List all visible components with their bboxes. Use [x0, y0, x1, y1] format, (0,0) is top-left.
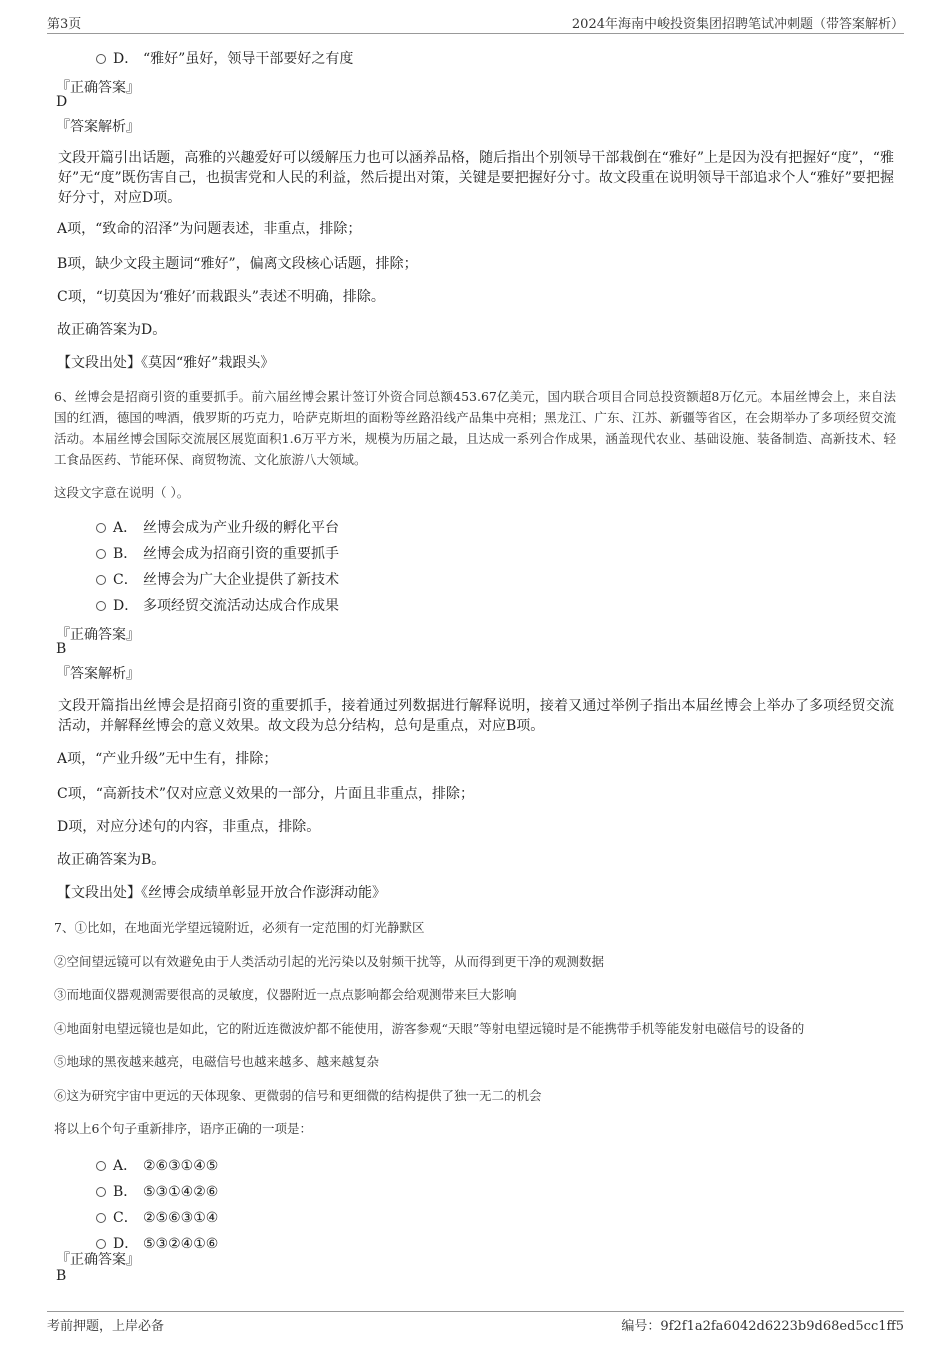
q7-answer: B: [56, 1268, 67, 1284]
q6-question: 这段文字意在说明（ ）。: [54, 485, 190, 500]
q7-option-b[interactable]: [96, 1181, 218, 1201]
q5-analysis: 文段开篇引出话题，高雅的兴趣爱好可以缓解压力也可以涵养品格，随后指出个别领导干部栽倒在“雅好”上是因为没有把握好“度”，“雅好”无“度”既伤害自己，也损害党和人民的利益，然后提出对策，关键是要把握好分寸。故文段重在说明领导干部追求个人“雅好”要把握好分寸，对应D项。: [58, 150, 894, 206]
q7-sentence-2: ②空间望远镜可以有效避免由于人类活动引起的光污染以及射频干扰等，从而得到更干净的观测数据: [54, 954, 605, 969]
option-text: “雅好”虽好，领导干部要好之有度: [143, 51, 354, 67]
option-text: ⑤③①④②⑥: [143, 1184, 219, 1200]
q6-stem: 6、丝博会是招商引资的重要抓手。前六届丝博会累计签订外资合同总额453.67亿美元，国内联合项目合同总投资额超8万亿元。本届丝博会上，来自法国的红酒，德国的啤酒，俄罗斯的巧克力，哈萨克斯坦的面粉等丝路沿线产品集中亮相；黑龙江、广东、江苏、新疆等省区，在会期举办了多项经贸交流活动。本届丝博会国际交流展区展览面积1.6万平方米，规模为历届之最，且达成一系列合作成果，涵盖现代农业、基础设施、装备制造、高新技术、轻工食品医药、节能环保、商贸物流、文化旅游八大领域。: [54, 389, 896, 467]
q6-answer: B: [56, 641, 67, 657]
q5-option-a-note: A项，“致命的沼泽”为问题表述，非重点，排除；: [57, 221, 362, 237]
q6-option-d-note: D项，对应分述句的内容，非重点，排除。: [57, 819, 321, 835]
page-header: [47, 13, 904, 33]
option-text: ⑤③②④①⑥: [143, 1236, 219, 1252]
q6-option-c[interactable]: [96, 569, 339, 589]
radio-icon[interactable]: [96, 523, 106, 533]
option-key: C．: [113, 572, 138, 588]
q7-sentence-4: ④地面射电望远镜也是如此，它的附近连微波炉都不能使用，游客参观“天眼”等射电望远镜时是不能携带手机等能发射电磁信号的设备的: [54, 1021, 805, 1036]
q7-sentence-1: 7、①比如，在地面光学望远镜附近，必须有一定范围的灯光静默区: [54, 920, 425, 935]
q6-analysis-label: 『答案解析』: [56, 666, 140, 682]
q6-conclusion: 故正确答案为B。: [57, 852, 166, 868]
radio-icon[interactable]: [96, 1239, 106, 1249]
q6-option-c-note: C项，“高新技术”仅对应意义效果的一部分，片面且非重点，排除；: [57, 786, 475, 802]
q6-option-b[interactable]: [96, 543, 339, 563]
q7-sentence-5: ⑤地球的黑夜越来越亮，电磁信号也越来越多、越来越复杂: [54, 1054, 380, 1069]
header-divider: [47, 33, 904, 34]
radio-icon[interactable]: [96, 1187, 106, 1197]
footer-slogan: 考前押题，上岸必备: [47, 1319, 165, 1334]
document-code: 编号：9f2f1a2fa6042d6223b9d68ed5cc1ff5: [621, 1319, 904, 1334]
q7-sentence-3: ③而地面仪器观测需要很高的灵敏度，仪器附近一点点影响都会给观测带来巨大影响: [54, 987, 517, 1002]
q5-option-c-note: C项，“切莫因为‘雅好’而栽跟头”表述不明确，排除。: [57, 289, 385, 305]
radio-icon[interactable]: [96, 1161, 106, 1171]
q6-option-a[interactable]: [96, 517, 339, 537]
option-text: 丝博会为广大企业提供了新技术: [143, 572, 339, 588]
page-number: 第3页: [47, 17, 82, 32]
q5-source: 【文段出处】《莫因“雅好”栽跟头》: [57, 355, 275, 371]
footer-divider: [47, 1311, 904, 1312]
q5-answer-label: 『正确答案』: [56, 80, 140, 96]
option-text: 丝博会成为产业升级的孵化平台: [143, 520, 339, 536]
q6-option-d[interactable]: [96, 595, 339, 615]
radio-icon[interactable]: [96, 601, 106, 611]
option-key: A．: [113, 1158, 138, 1174]
q7-question: 将以上6个句子重新排序，语序正确的一项是：: [54, 1121, 312, 1136]
option-text: ②⑥③①④⑤: [143, 1158, 219, 1174]
option-key: A．: [113, 520, 138, 536]
option-key: D．: [113, 598, 139, 614]
q7-answer-label: 『正确答案』: [56, 1252, 140, 1268]
q5-answer: D: [56, 94, 68, 110]
radio-icon[interactable]: [96, 54, 106, 64]
q5-option-b-note: B项，缺少文段主题词“雅好”，偏离文段核心话题，排除；: [57, 256, 418, 272]
document-title: 2024年海南中峻投资集团招聘笔试冲刺题（带答案解析）: [571, 17, 904, 32]
radio-icon[interactable]: [96, 549, 106, 559]
q5-analysis-label: 『答案解析』: [56, 119, 140, 135]
option-text: ②⑤⑥③①④: [143, 1210, 219, 1226]
q6-answer-label: 『正确答案』: [56, 627, 140, 643]
q6-source: 【文段出处】《丝博会成绩单彰显开放合作澎湃动能》: [57, 885, 386, 901]
q6-analysis: 文段开篇指出丝博会是招商引资的重要抓手，接着通过列数据进行解释说明，接着又通过举例子指出本届丝博会上举办了多项经贸交流活动，并解释丝博会的意义效果。故文段为总分结构，总句是重点，对应B项。: [58, 698, 894, 734]
option-key: C．: [113, 1210, 138, 1226]
option-key: B．: [113, 546, 138, 562]
radio-icon[interactable]: [96, 1213, 106, 1223]
option-text: 多项经贸交流活动达成合作成果: [143, 598, 339, 614]
radio-icon[interactable]: [96, 575, 106, 585]
q7-option-a[interactable]: [96, 1155, 218, 1175]
option-key: D．: [113, 1236, 139, 1252]
option-text: 丝博会成为招商引资的重要抓手: [143, 546, 339, 562]
option-key: D．: [113, 51, 139, 67]
q6-option-a-note: A项，“产业升级”无中生有，排除；: [57, 751, 278, 767]
q7-option-c[interactable]: [96, 1207, 218, 1227]
q7-sentence-6: ⑥这为研究宇宙中更远的天体现象、更微弱的信号和更细微的结构提供了独一无二的机会: [54, 1088, 542, 1103]
q5-option-d[interactable]: [96, 48, 353, 68]
q5-conclusion: 故正确答案为D。: [57, 322, 167, 338]
option-key: B．: [113, 1184, 138, 1200]
